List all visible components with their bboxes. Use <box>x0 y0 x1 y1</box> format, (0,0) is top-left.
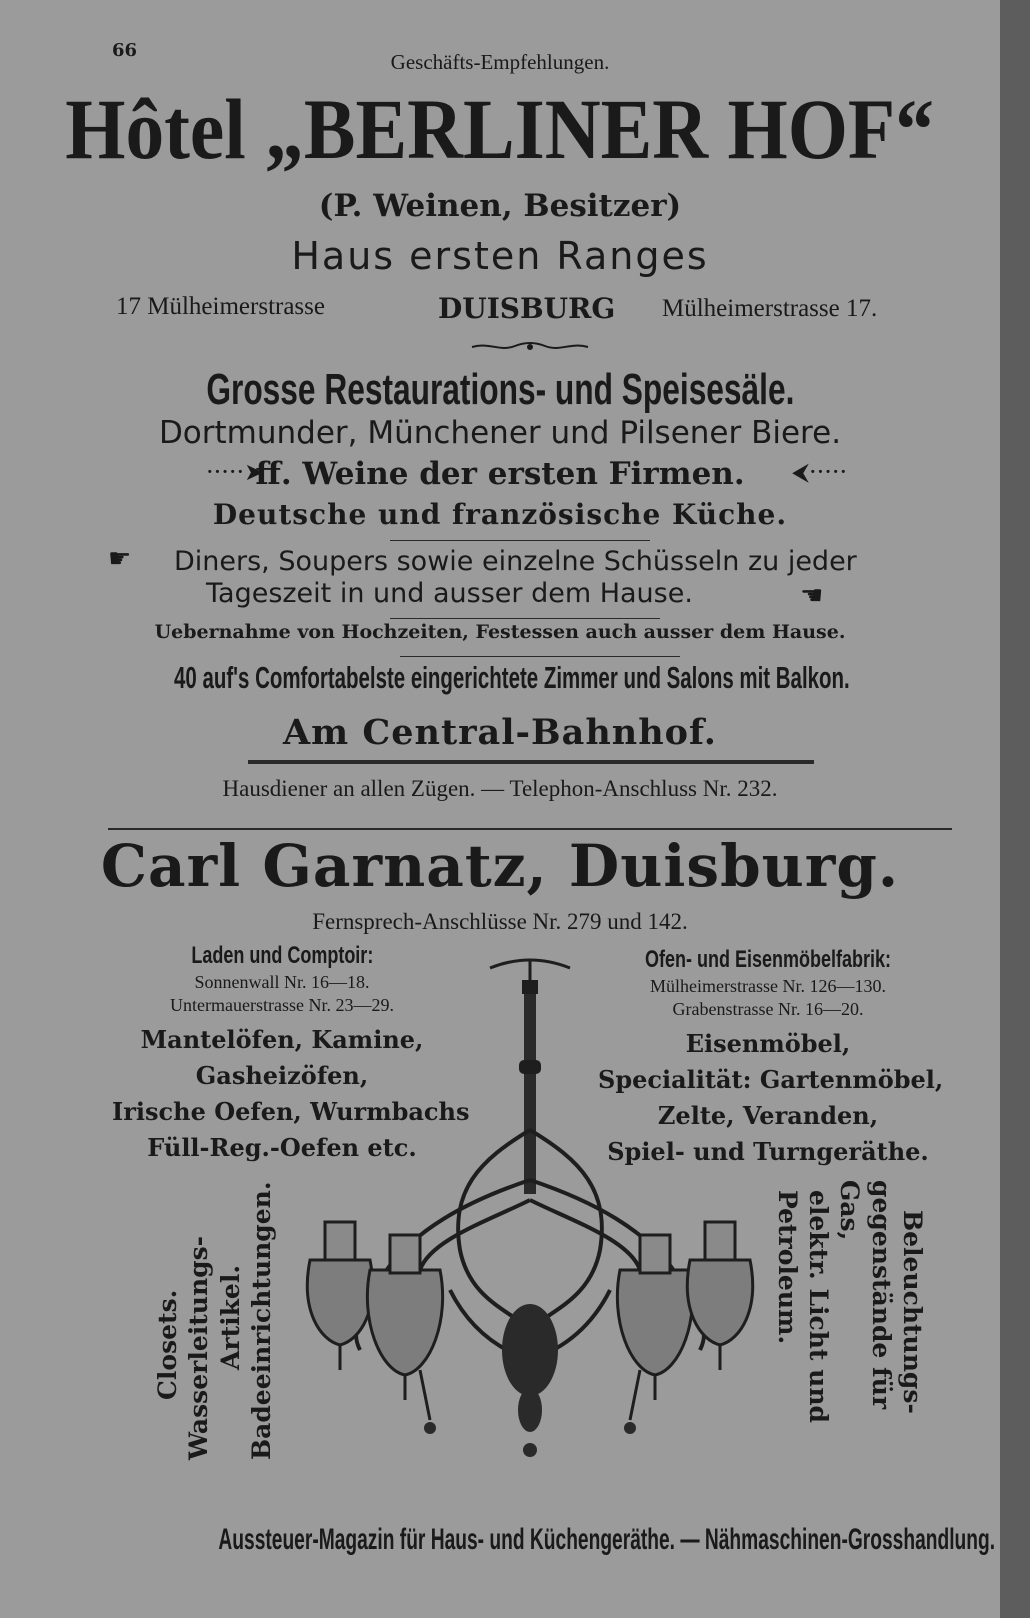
diners-line-2: Tageszeit in und ausser dem Hause. <box>206 578 693 609</box>
rooms-wrap <box>0 662 1000 693</box>
beers-line: Dortmunder, Münchener und Pilsener Biere. <box>158 415 842 451</box>
vertical-left-line: Wasserleitungs- <box>184 1235 214 1460</box>
rooms-line: 40 auf's Comfortabelste eingerichtete Zimmer und Salons mit Balkon. <box>174 660 850 695</box>
divider-2 <box>390 618 660 619</box>
vertical-right-line: Beleuchtungs- <box>898 1210 927 1414</box>
vertical-right-line: Petroleum. <box>773 1190 802 1345</box>
right-product: Spiel- und Turngeräthe. <box>607 1137 929 1166</box>
vertical-right-block <box>773 1180 968 1470</box>
arrow-left-icon: ⮜····· <box>792 458 848 486</box>
divider-3 <box>400 656 680 657</box>
vertical-left-line: Closets. <box>153 1289 182 1400</box>
left-product: Mantelöfen, Kamine, <box>140 1025 424 1054</box>
vertical-left-line: Badeeinrichtungen. <box>246 1181 276 1460</box>
vertical-left-block <box>112 1180 302 1460</box>
restaurants-line: Grosse Restaurations- und Speisesäle. <box>205 365 795 414</box>
right-product: Zelte, Veranden, <box>657 1101 879 1130</box>
vertical-right-line: elektr. Licht und <box>804 1190 834 1424</box>
section-header: Geschäfts-Empfehlungen. <box>390 50 610 74</box>
section-divider <box>108 828 952 830</box>
garnatz-footer: Aussteuer-Magazin für Haus- und Küchengeräthe. — Nähmaschinen-Grosshandlung. <box>218 1523 996 1556</box>
hotel-city: DUISBURG <box>438 292 616 325</box>
garnatz-phone: Fernsprech-Anschlüsse Nr. 279 und 142. <box>312 909 688 934</box>
address-left: 17 Mülheimerstrasse <box>116 293 325 320</box>
ornament-divider <box>470 340 590 354</box>
pointing-hand-icon: ☛ <box>108 544 132 574</box>
address-right: Mülheimerstrasse 17. <box>662 295 878 322</box>
wines-line: ff. Weine der ersten Firmen. <box>255 456 745 492</box>
right-product: Eisenmöbel, <box>685 1029 851 1058</box>
garnatz-footer-wrap <box>0 1525 1000 1555</box>
garnatz-name: Carl Garnatz, Duisburg. <box>100 832 900 900</box>
right-address-2: Grabenstrasse Nr. 16—20. <box>672 999 864 1019</box>
hotel-name: Hôtel „BERLINER HOF“ <box>65 81 935 177</box>
restaurants-wrap <box>0 365 1000 414</box>
left-heading: Laden und Comptoir: <box>191 942 373 969</box>
diners-line-1: Diners, Soupers sowie einzelne Schüsseln zu jeder <box>174 546 857 577</box>
station-line: Am Central-Bahnhof. <box>283 712 717 753</box>
vertical-left-line: Artikel. <box>215 1264 245 1370</box>
pointing-hand-left-icon: ☛ <box>800 581 824 611</box>
right-product: Specialität: Gartenmöbel, <box>598 1065 944 1094</box>
hotel-owner: (P. Weinen, Besitzer) <box>318 188 682 224</box>
left-address-1: Sonnenwall Nr. 16—18. <box>194 972 370 992</box>
hotel-name-wrap <box>0 81 1000 177</box>
left-product: Füll-Reg.-Oefen etc. <box>147 1133 417 1162</box>
left-product: Gasheizöfen, <box>195 1061 369 1090</box>
divider-1 <box>390 540 650 541</box>
station-underline <box>248 760 814 764</box>
hotel-tagline: Haus ersten Ranges <box>291 234 709 278</box>
porter-line: Hausdiener an allen Zügen. — Telephon-Anschluss Nr. 232. <box>222 776 778 801</box>
chandelier-illustration <box>300 950 760 1500</box>
left-address-2: Untermauerstrasse Nr. 23—29. <box>170 995 394 1015</box>
kitchen-line: Deutsche und französische Küche. <box>212 498 788 531</box>
weddings-line: Uebernahme von Hochzeiten, Festessen auch ausser dem Hause. <box>154 621 846 643</box>
vertical-right-line: gegenstände für Gas, <box>835 1180 896 1410</box>
page-number: 66 <box>112 40 138 61</box>
vertical-right-rotated <box>772 1180 928 1470</box>
vertical-left-rotated <box>152 1180 277 1460</box>
left-product: Irische Oefen, Wurmbachs <box>112 1097 470 1126</box>
right-address-1: Mülheimerstrasse Nr. 126—130. <box>650 976 886 996</box>
right-heading: Ofen- und Eisenmöbelfabrik: <box>644 946 892 973</box>
arrow-right-icon: ·····➤ <box>206 458 265 486</box>
